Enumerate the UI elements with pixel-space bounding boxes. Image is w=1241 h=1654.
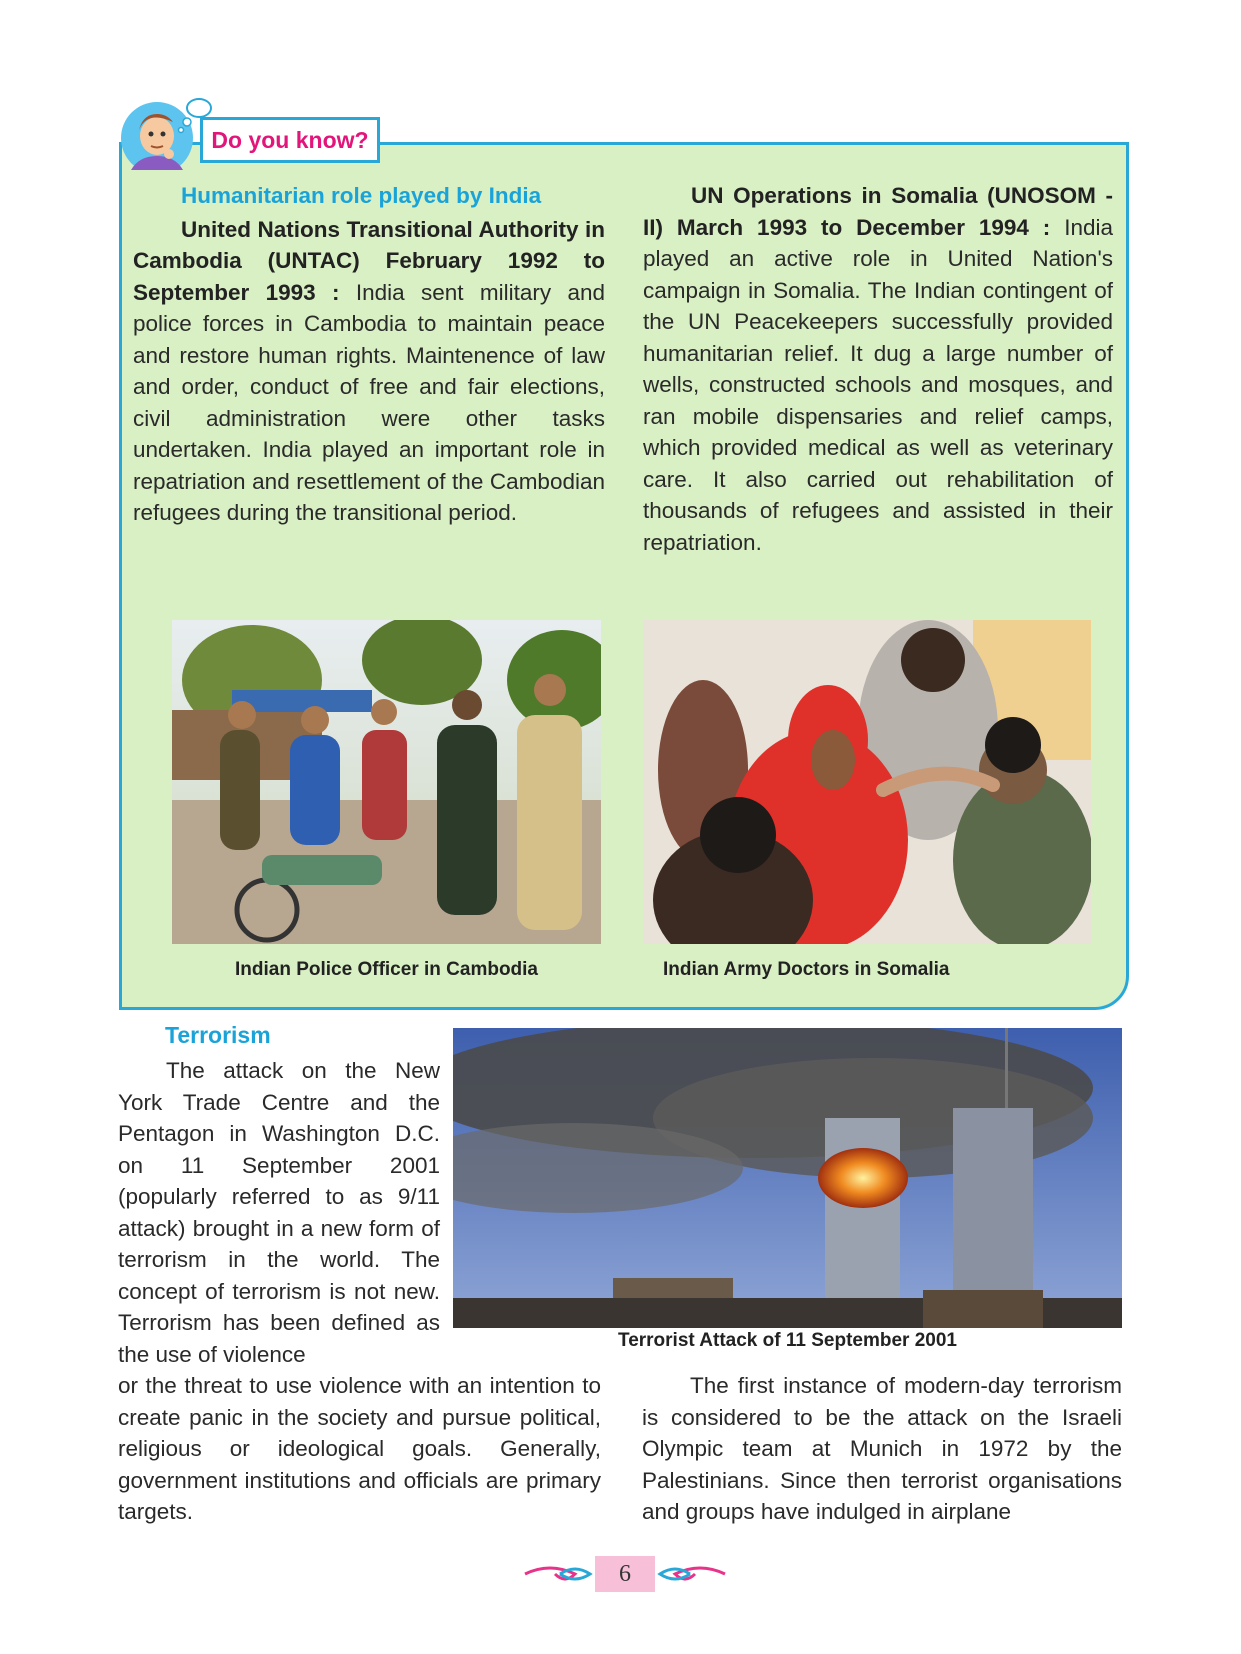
somalia-photo [643, 620, 1091, 944]
terrorism-heading: Terrorism [165, 1022, 271, 1048]
untac-body: India sent military and police forces in Cambodia to maintain peace and restore human rights. Maintenence of law and order, conduct of free and fair elections, civil administration were other tasks undertaken. India played an important role in repatriation and resettlement of the Cambodian refugees during the transitional period. [133, 279, 605, 525]
wtc-attack-photo [453, 1028, 1122, 1328]
page-number: 6 [595, 1556, 655, 1592]
unosom-lead: UN Operations in Somalia (UNOSOM - II) March 1993 to December 1994 : [643, 183, 1113, 240]
do-you-know-label: Do you know? [211, 126, 369, 153]
boy-thinking-icon [117, 92, 212, 170]
unosom-paragraph [643, 180, 1113, 558]
untac-lead: United Nations Transitional Authority in Cambodia (UNTAC) February 1992 to September 1993 : [133, 216, 605, 305]
cambodia-caption: Indian Police Officer in Cambodia [235, 959, 538, 980]
left-column [133, 180, 605, 529]
do-you-know-tab [200, 117, 380, 163]
wtc-caption: Terrorist Attack of 11 September 2001 [618, 1330, 957, 1351]
right-column [643, 180, 1113, 558]
cambodia-photo [172, 620, 601, 944]
humanitarian-heading: Humanitarian role played by India [181, 183, 542, 208]
terrorism-para2: The first instance of modern-day terrorism is considered to be the attack on the Israeli Olympic team at Munich in 1972 by the Palestinians. Since then terrorist organisations and groups have indulged in airplane [642, 1373, 1122, 1524]
terrorism-para1-rest-block [118, 1370, 601, 1528]
untac-paragraph [133, 214, 605, 529]
unosom-body: India played an active role in United Nation's campaign in Somalia. The Indian contingent of the UN Peacekeepers successfully provided humanitarian relief. It dug a large number of wells, constructed schools and mosques, and ran mobile dispensaries and relief camps, which provided medical as well as veterinary care. It also carried out rehabilitation of thousands of refugees and assisted in their repatriation. [643, 214, 1114, 555]
somalia-caption: Indian Army Doctors in Somalia [663, 959, 950, 980]
terrorism-para1-part2: or the threat to use violence with an intention to create panic in the society and pursue political, religious or ideological goals. Generally, government institutions and officials are primary targets. [118, 1373, 601, 1524]
terrorism-para1-wrapped [118, 1055, 440, 1370]
terrorism-para1-part1: The attack on the New York Trade Centre and the Pentagon in Washington D.C. on 11 September 2001 (popularly referred to as 9/11 attack) brought in a new form of terrorism in the world. The concept of terrorism is not new. Terrorism has been defined as the use of violence [118, 1058, 440, 1367]
terrorism-para2-block [642, 1370, 1122, 1528]
